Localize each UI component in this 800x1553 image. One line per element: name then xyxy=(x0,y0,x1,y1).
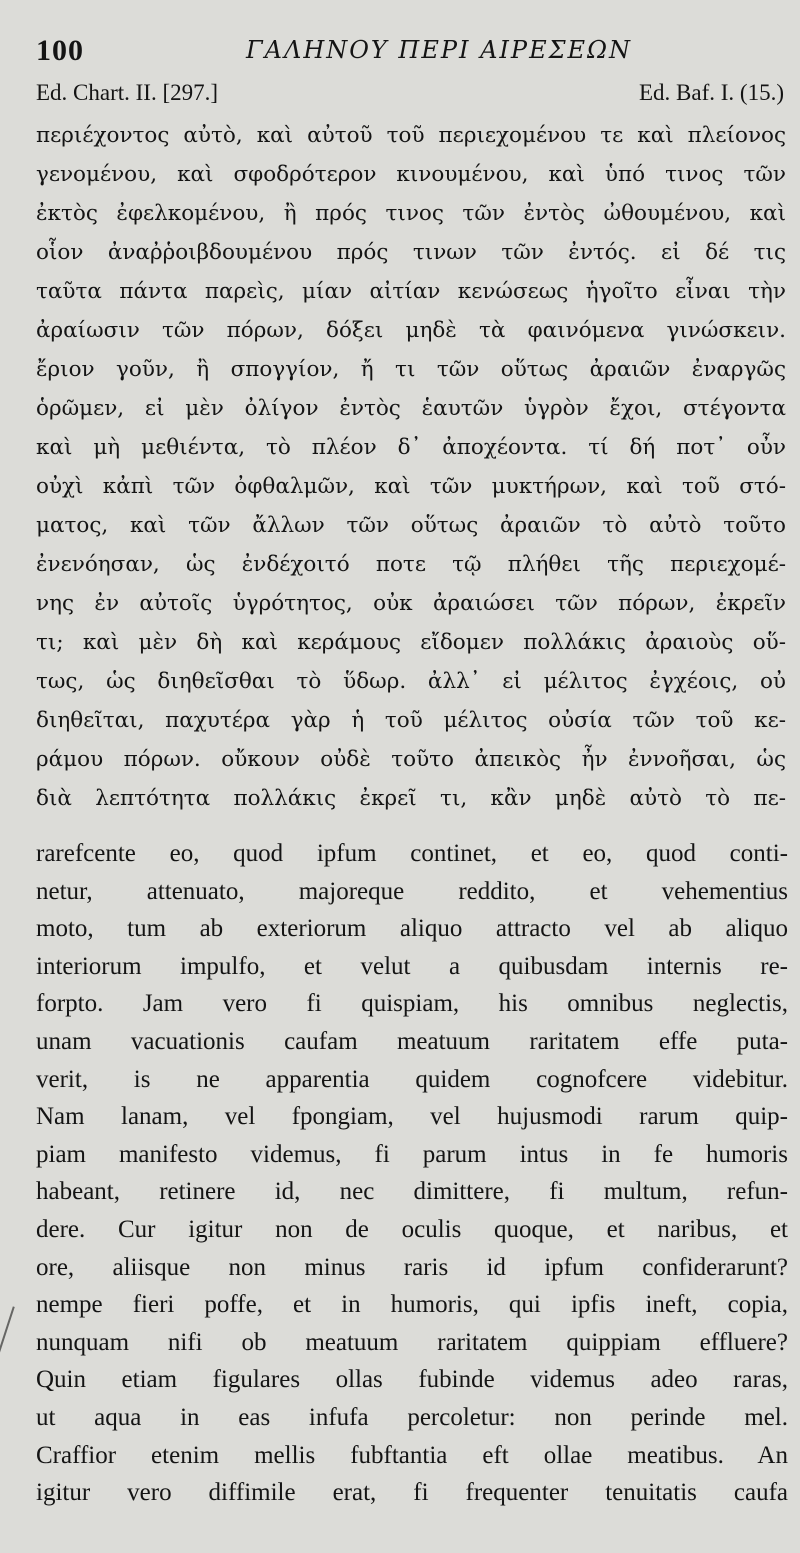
greek-line: ὁρῶμεν, εἰ μὲν ὀλίγον ἐντὸς ἑαυτῶν ὑγρὸν ἔχοι, στέγοντα xyxy=(36,396,786,421)
greek-line: ταῦτα πάντα παρεὶς, μίαν αἰτίαν κενώσεως ἡγοῖτο εἶναι τὴν xyxy=(36,279,786,304)
latin-line: Nam lanam, vel fpongiam, vel hujusmodi rarum quip- xyxy=(36,1103,788,1131)
latin-line: piam manifesto videmus, fi parum intus in fe humoris xyxy=(36,1140,788,1168)
greek-line: οὐχὶ κἀπὶ τῶν ὀφθαλμῶν, καὶ τῶν μυκτήρων, καὶ τοῦ στό- xyxy=(36,474,786,499)
greek-line: ἀραίωσιν τῶν πόρων, δόξει μηδὲ τὰ φαινόμενα γινώσκειν. xyxy=(36,318,786,343)
latin-line: moto, tum ab exteriorum aliquo attracto vel ab aliquo xyxy=(36,915,788,943)
greek-line: τι; καὶ μὲν δὴ καὶ κεράμους εἴδομεν πολλάκις ἀραιοὺς οὕ- xyxy=(36,630,786,655)
latin-line: ut aqua in eas infufa percoletur: non perinde mel. xyxy=(36,1403,788,1431)
greek-line: γενομένου, καὶ σφοδρότερον κινουμένου, καὶ ὑπό τινος τῶν xyxy=(36,162,786,187)
latin-line: nempe fieri poffe, et in humoris, qui ipfis ineft, copia, xyxy=(36,1291,788,1319)
latin-line: forpto. Jam vero fi quispiam, his omnibus neglectis, xyxy=(36,990,788,1018)
latin-line: Craffior etenim mellis fubftantia eft ollae meatibus. An xyxy=(36,1441,788,1469)
latin-line: habeant, retinere id, nec dimittere, fi multum, refun- xyxy=(36,1178,788,1206)
latin-line: ore, aliisque non minus raris id ipfum confiderarunt? xyxy=(36,1253,788,1281)
greek-line: διὰ λεπτότητα πολλάκις ἐκρεῖ τι, κἂν μηδὲ αὐτὸ τὸ πε- xyxy=(36,786,786,811)
latin-line: nunquam nifi ob meatuum raritatem quippiam effluere? xyxy=(36,1328,788,1356)
latin-line: dere. Cur igitur non de oculis quoque, et naribus, et xyxy=(36,1215,788,1243)
edition-chartier-reference: Ed. Chart. II. [297.] xyxy=(36,80,219,105)
greek-line: τως, ὡς διηθεῖσθαι τὸ ὕδωρ. ἀλλ᾽ εἰ μέλιτος ἐγχέοις, οὐ xyxy=(36,669,786,694)
latin-line: unam vacuationis caufam meatuum raritatem effe puta- xyxy=(36,1027,788,1055)
latin-line: netur, attenuato, majoreque reddito, et vehementius xyxy=(36,877,788,905)
greek-line: οἷον ἀναῤῥοιβδουμένου πρός τινων τῶν ἐντός. εἰ δέ τις xyxy=(36,240,786,265)
greek-line: ἐνενόησαν, ὡς ἐνδέχοιτό ποτε τῷ πλήθει τῆς περιεχομέ- xyxy=(36,552,786,577)
greek-line: νης ἐν αὐτοῖς ὑγρότητος, οὐκ ἀραιώσει τῶν πόρων, ἐκρεῖν xyxy=(36,591,786,616)
greek-line: περιέχοντος αὐτὸ, καὶ αὐτοῦ τοῦ περιεχομένου τε καὶ πλείονος xyxy=(36,123,786,148)
latin-line: verit, is ne apparentia quidem cognofcere videbitur. xyxy=(36,1065,788,1093)
greek-line: ματος, καὶ τῶν ἄλλων τῶν οὕτως ἀραιῶν τὸ αὐτὸ τοῦτο xyxy=(36,513,786,538)
latin-line: igitur vero diffimile erat, fi frequenter tenuitatis caufa xyxy=(36,1479,788,1507)
greek-text-block xyxy=(36,116,786,818)
edition-basel-reference: Ed. Baf. I. (15.) xyxy=(639,80,784,105)
greek-line: ἔριον γοῦν, ἢ σπογγίον, ἤ τι τῶν οὕτως ἀραιῶν ἐναργῶς xyxy=(36,357,786,382)
page-header xyxy=(36,28,780,72)
latin-line: Quin etiam figulares ollas fubinde videmus adeo raras, xyxy=(36,1366,788,1394)
page-number: 100 xyxy=(36,34,84,67)
greek-line: ράμου πόρων. οὔκουν οὐδὲ τοῦτο ἀπεικὸς ἦν ἐννοῆσαι, ὡς xyxy=(36,747,786,772)
latin-line: rarefcente eo, quod ipfum continet, et eo, quod conti- xyxy=(36,840,788,867)
edition-references xyxy=(36,80,784,114)
latin-line: interiorum impulfo, et velut a quibusdam internis re- xyxy=(36,952,788,980)
greek-line: καὶ μὴ μεθιέντα, τὸ πλέον δ᾽ ἀποχέοντα. τί δή ποτ᾽ οὖν xyxy=(36,435,786,460)
latin-text-block xyxy=(36,835,788,1512)
greek-line: ἐκτὸς ἐφελκομένου, ἢ πρός τινος τῶν ἐντὸς ὠθουμένου, καὶ xyxy=(36,201,786,226)
margin-pencil-mark xyxy=(0,1306,15,1373)
running-title: ΓΑΛΗΝΟΥ ΠΕΡΙ ΑΙΡΕΣΕΩΝ xyxy=(246,36,632,64)
greek-line: διηθεῖται, παχυτέρα γὰρ ἡ τοῦ μέλιτος οὐσία τῶν τοῦ κε- xyxy=(36,708,786,733)
